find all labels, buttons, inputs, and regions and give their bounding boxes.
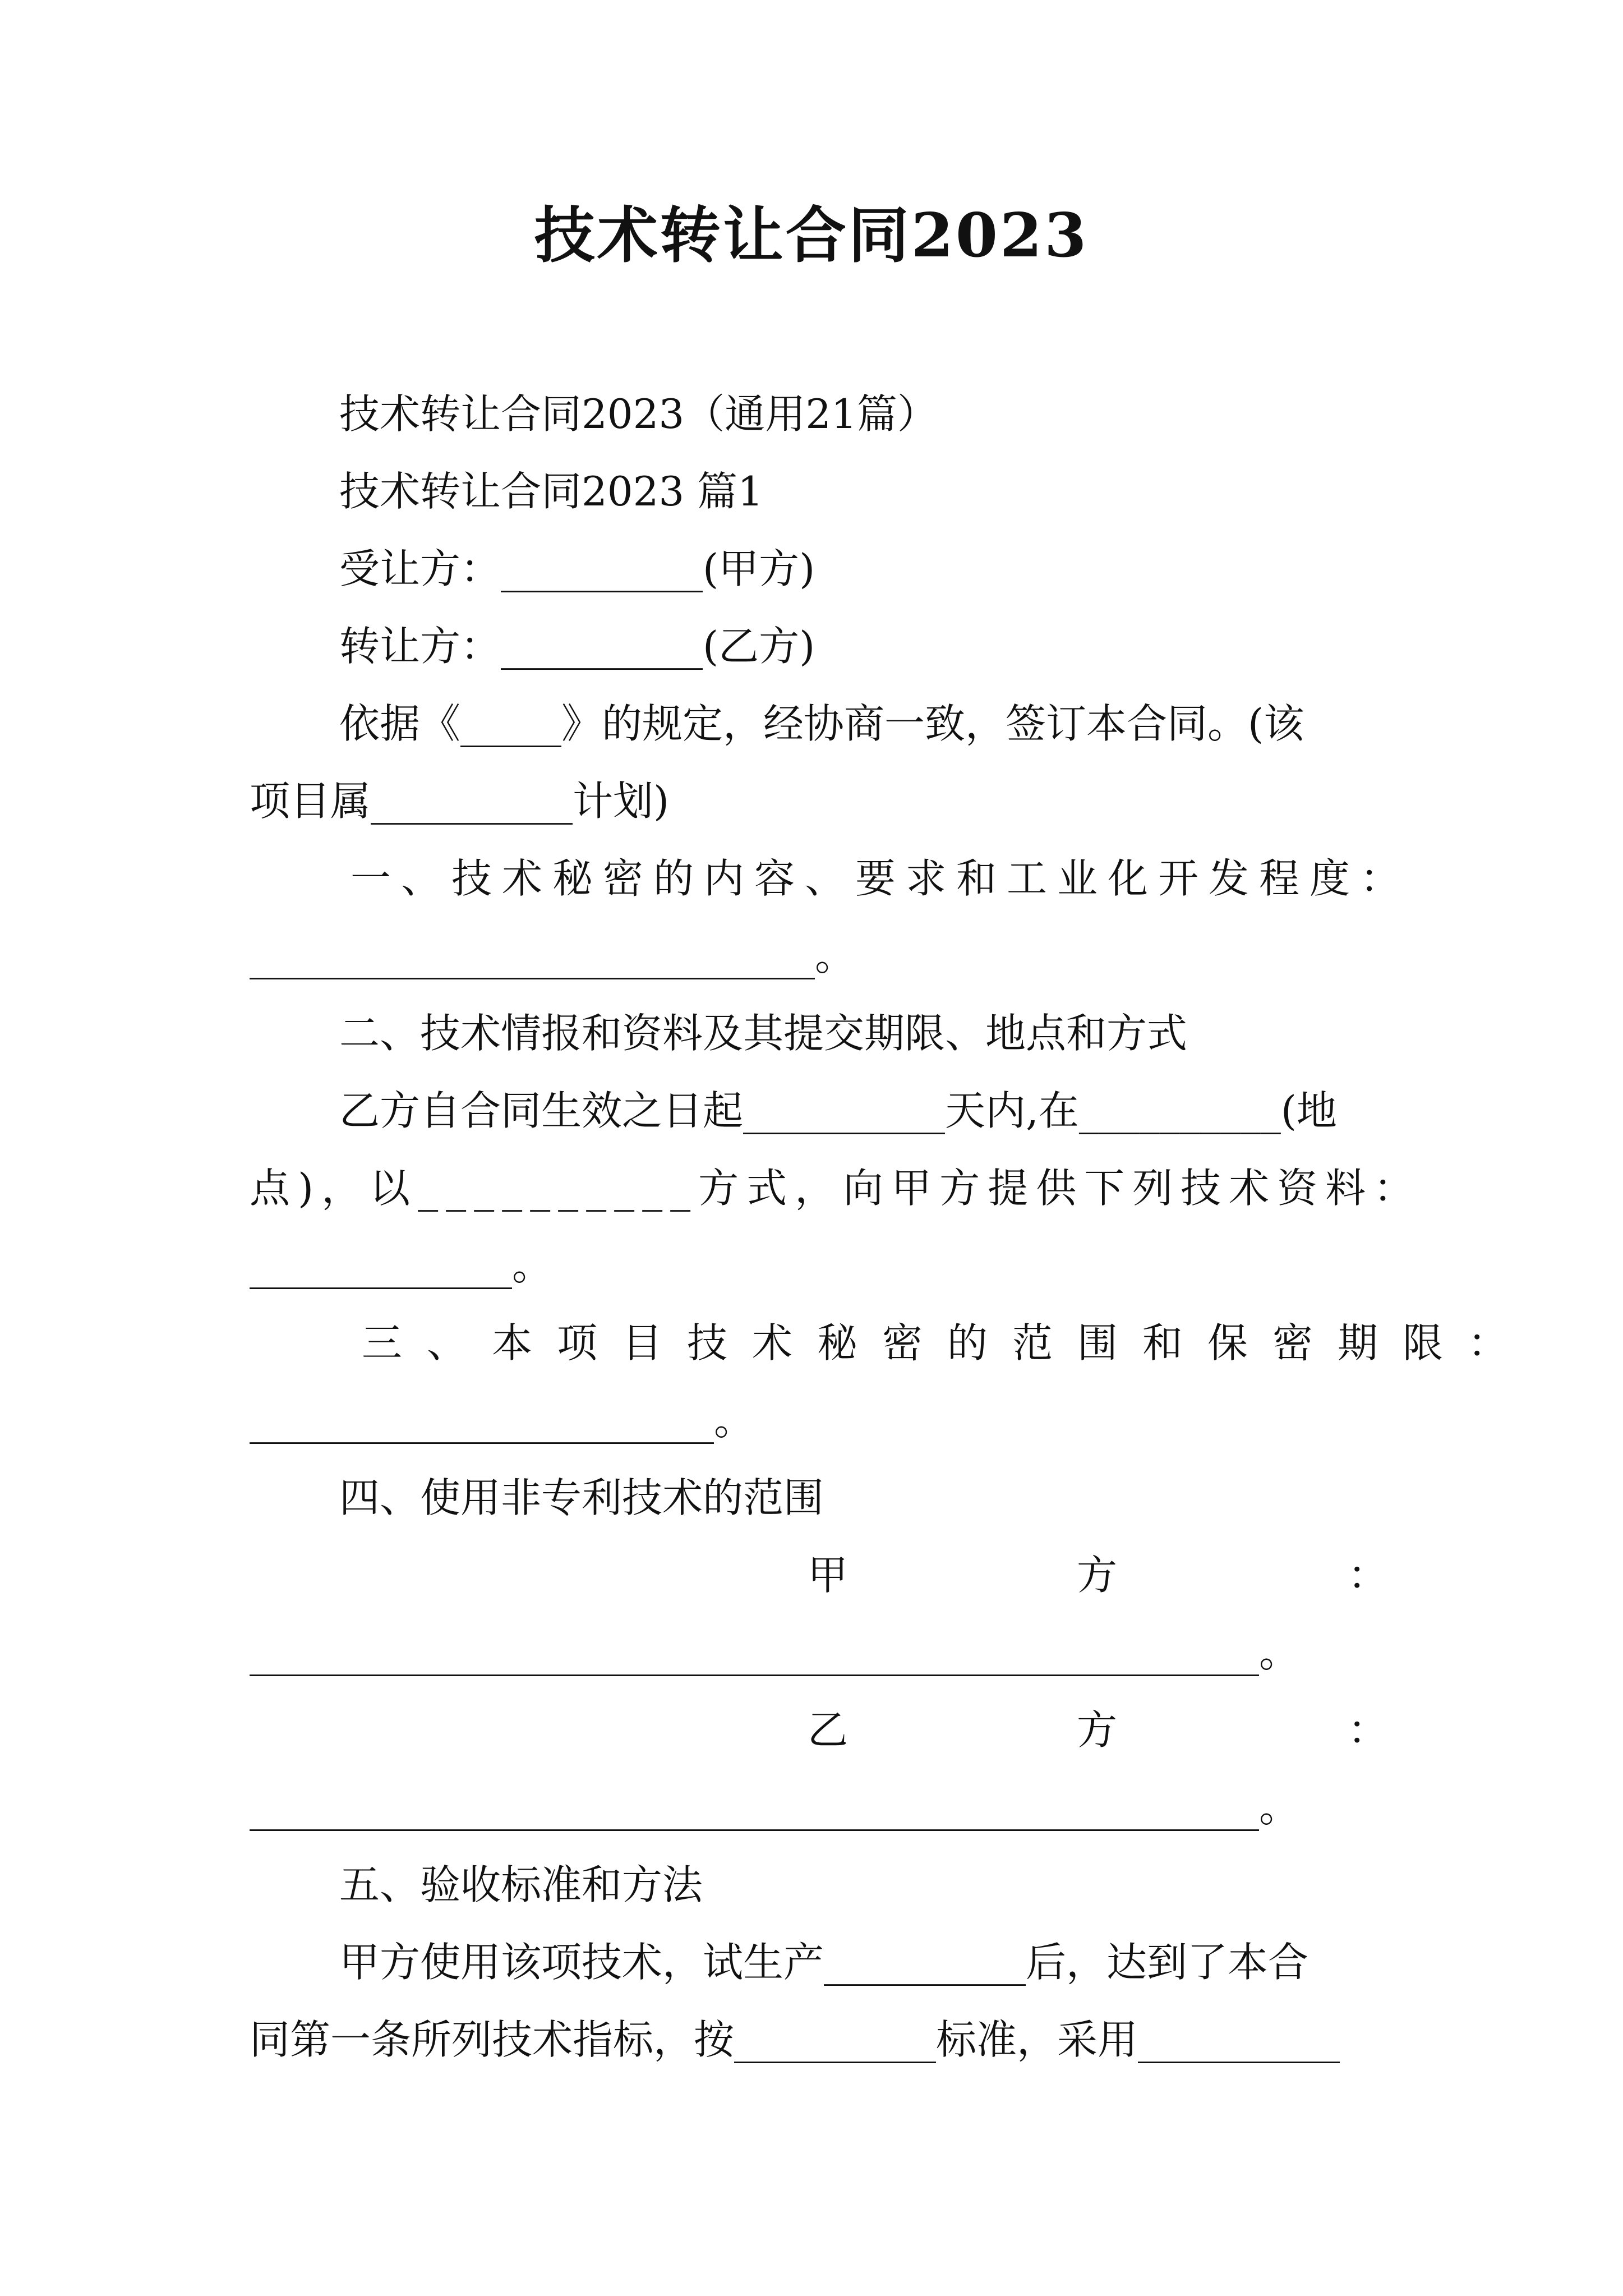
party-a-colon: ： <box>1347 1552 1388 1599</box>
clause-heading: 五、验收标准和方法 <box>339 1861 703 1908</box>
blank-line: ____________________________。 <box>250 932 855 979</box>
clause-heading: 四、使用非专利技术的范围 <box>339 1474 824 1521</box>
party-b-colon: ： <box>1347 1706 1388 1754</box>
subtitle-line: 技术转让合同2023（通用21篇） <box>339 390 938 438</box>
assignor-line: 转让方：__________(乙方) <box>339 623 815 670</box>
paragraph-line: 甲方使用该项技术，试生产__________后，达到了本合 <box>339 1939 1309 1986</box>
blank-line: _______________________。 <box>250 1397 754 1444</box>
clause-heading: 三、本项目技术秘密的范围和保密期限： <box>362 1319 1533 1366</box>
clause-heading: 一、技术秘密的内容、要求和工业化开发程度： <box>351 855 1411 902</box>
party-a-label-1: 甲 <box>808 1552 849 1599</box>
party-b-label-1: 乙 <box>808 1706 849 1754</box>
paragraph-line: 同第一条所列技术指标，按__________标准，采用__________ <box>250 2016 1340 2063</box>
assignee-line: 受让方：__________(甲方) <box>339 545 815 592</box>
blank-line: _____________。 <box>250 1242 552 1289</box>
document-title: 技术转让合同2023 <box>534 200 1089 271</box>
party-b-label-2: 方 <box>1077 1706 1118 1754</box>
blank-line: __________________________________________________。 <box>250 1784 1299 1831</box>
paragraph-line: 乙方自合同生效之日起__________天内,在__________(地 <box>339 1087 1337 1134</box>
paragraph-line: 点)，以__________方式，向甲方提供下列技术资料： <box>250 1165 1422 1212</box>
clause-heading: 二、技术情报和资料及其提交期限、地点和方式 <box>339 1010 1188 1057</box>
paragraph-line: 项目属__________计划) <box>250 777 670 825</box>
section-heading: 技术转让合同2023 篇1 <box>339 468 763 515</box>
paragraph-line: 依据《_____》的规定，经协商一致，签订本合同。(该 <box>339 700 1304 747</box>
blank-line: __________________________________________________。 <box>250 1629 1299 1676</box>
party-a-label-2: 方 <box>1077 1552 1118 1599</box>
